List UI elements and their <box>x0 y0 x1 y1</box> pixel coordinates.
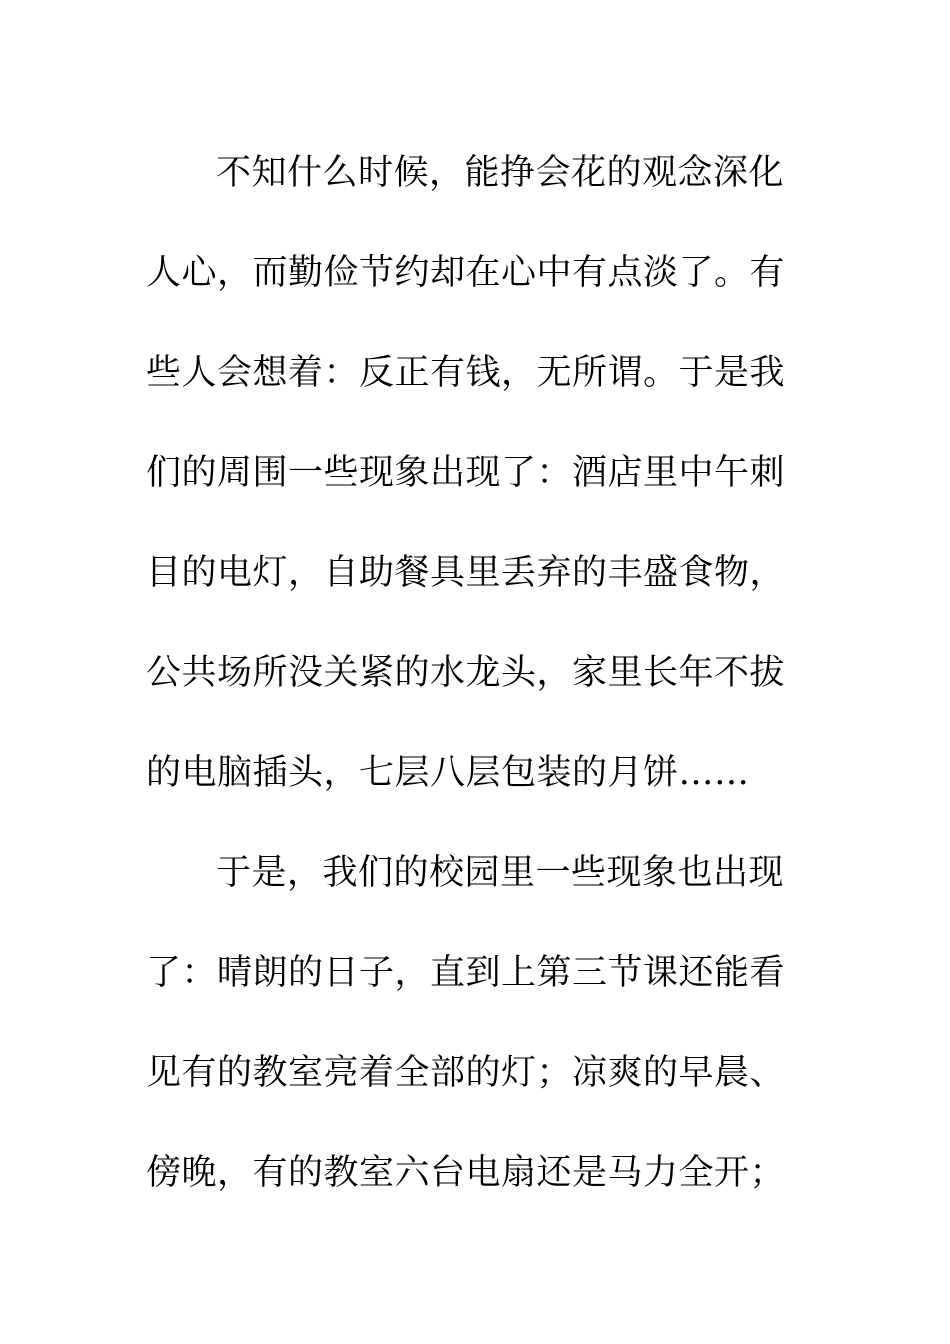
text-line: 些人会想着：反正有钱，无所谓。于是我 <box>146 353 786 393</box>
text-line: 人心，而勤俭节约却在心中有点淡了。有 <box>146 253 786 293</box>
text-line: 公共场所没关紧的水龙头，家里长年不拔 <box>146 653 786 693</box>
paragraph-2 <box>146 823 786 1223</box>
text-line: 了：晴朗的日子，直到上第三节课还能看 <box>146 953 786 993</box>
text-line: 于是，我们的校园里一些现象也出现 <box>216 853 785 893</box>
text-line: 傍晚，有的教室六台电扇还是马力全开； <box>146 1153 786 1193</box>
text-line: 见有的教室亮着全部的灯；凉爽的早晨、 <box>146 1053 786 1093</box>
text-line: 们的周围一些现象出现了：酒店里中午刺 <box>146 453 786 493</box>
text-line: 目的电灯，自助餐具里丢弃的丰盛食物， <box>146 553 786 593</box>
text-line: 不知什么时候，能挣会花的观念深化 <box>216 153 785 193</box>
body-text <box>146 123 786 1223</box>
paragraph-1 <box>146 123 786 823</box>
text-line: 的电脑插头，七层八层包装的月饼…… <box>146 753 750 793</box>
